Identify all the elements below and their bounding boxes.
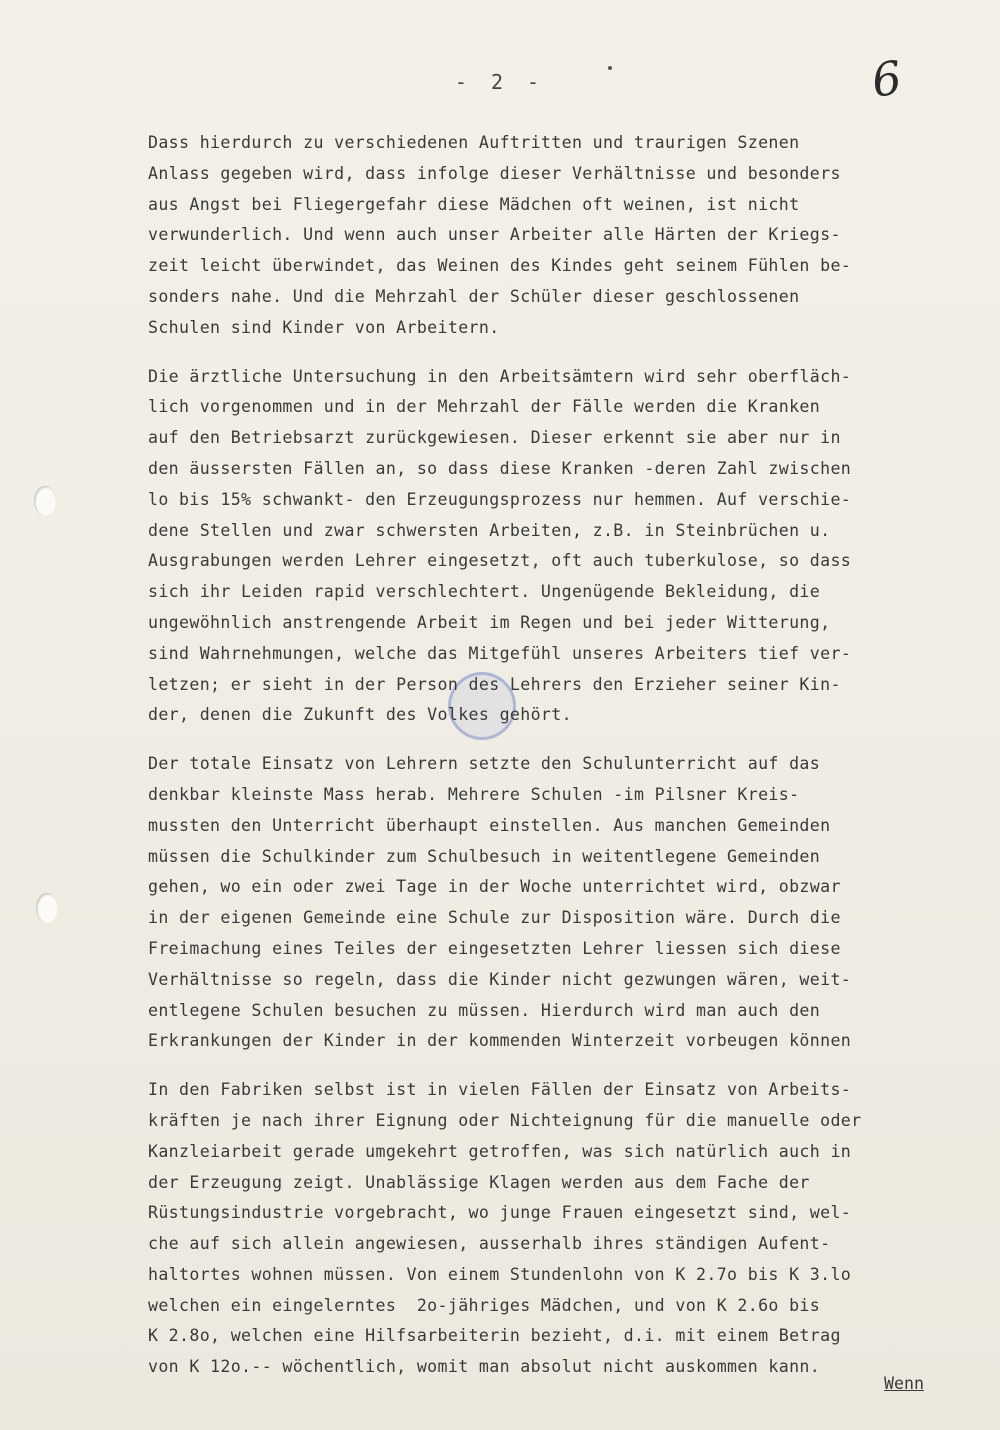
catchword: Wenn — [884, 1374, 924, 1393]
text-line: ungewöhnlich anstrengende Arbeit im Regen und bei jeder Witterung, — [148, 612, 831, 632]
text-line: den äussersten Fällen an, so dass diese Kranken -deren Zahl zwischen — [148, 458, 852, 478]
text-line: Kanzleiarbeit gerade umgekehrt getroffen, was sich natürlich auch in — [148, 1141, 852, 1161]
typed-body-text — [148, 128, 1000, 1401]
text-line: in der eigenen Gemeinde eine Schule zur Disposition wäre. Durch die — [148, 908, 841, 928]
text-line: der Erzeugung zeigt. Unablässige Klagen werden aus dem Fache der — [148, 1172, 810, 1192]
text-line: entlegene Schulen besuchen zu müssen. Hierdurch wird man auch den — [148, 1000, 821, 1020]
text-line: lo bis 15% schwankt- den Erzeugungsprozess nur hemmen. Auf verschie- — [148, 489, 852, 509]
text-line: sonders nahe. Und die Mehrzahl der Schüler dieser geschlossenen — [148, 286, 800, 306]
paragraph-2 — [148, 362, 1000, 732]
text-line: aus Angst bei Fliegergefahr diese Mädchen oft weinen, ist nicht — [148, 194, 800, 214]
paragraph-3 — [148, 749, 1000, 1057]
text-line: Der totale Einsatz von Lehrern setzte den Schulunterricht auf das — [148, 754, 821, 774]
handwritten-folio-number: 6 — [868, 50, 905, 108]
text-line: Die ärztliche Untersuchung in den Arbeitsämtern wird sehr oberfläch- — [148, 366, 852, 386]
text-line: auf den Betriebsarzt zurückgewiesen. Dieser erkennt sie aber nur in — [148, 428, 841, 448]
text-line: Verhältnisse so regeln, dass die Kinder nicht gezwungen wären, weit- — [148, 969, 852, 989]
text-line: gehen, wo ein oder zwei Tage in der Woche unterrichtet wird, obzwar — [148, 877, 841, 897]
text-line: Ausgrabungen werden Lehrer eingesetzt, oft auch tuberkulose, so dass — [148, 551, 852, 571]
text-line: müssen die Schulkinder zum Schulbesuch in weitentlegene Gemeinden — [148, 846, 821, 866]
text-line: verwunderlich. Und wenn auch unser Arbeiter alle Härten der Kriegs- — [148, 225, 841, 245]
text-line: welchen ein eingelerntes 2o-jähriges Mädchen, und von K 2.6o bis — [148, 1295, 821, 1315]
text-line: denkbar kleinste Mass herab. Mehrere Schulen -im Pilsner Kreis- — [148, 784, 800, 804]
text-line: dene Stellen und zwar schwersten Arbeiten, z.B. in Steinbrüchen u. — [148, 520, 831, 540]
text-line: von K 12o.-- wöchentlich, womit man absolut nicht auskommen kann. — [148, 1357, 821, 1377]
text-line: Anlass gegeben wird, dass infolge dieser Verhältnisse und besonders — [148, 163, 841, 183]
text-line: Rüstungsindustrie vorgebracht, wo junge Frauen eingesetzt sind, wel- — [148, 1203, 852, 1223]
paragraph-4 — [148, 1075, 1000, 1383]
text-line: kräften je nach ihrer Eignung oder Nichteignung für die manuelle oder — [148, 1110, 862, 1130]
text-line: zeit leicht überwindet, das Weinen des Kindes geht seinem Fühlen be- — [148, 256, 852, 276]
text-line: letzen; er sieht in der Person des Lehrers den Erzieher seiner Kin- — [148, 674, 841, 694]
text-line: Dass hierdurch zu verschiedenen Auftritten und traurigen Szenen — [148, 133, 800, 152]
text-line: Erkrankungen der Kinder in der kommenden Winterzeit vorbeugen können — [148, 1031, 852, 1051]
text-line: Schulen sind Kinder von Arbeitern. — [148, 317, 500, 337]
text-line: K 2.8o, welchen eine Hilfsarbeiterin bezieht, d.i. mit einem Betrag — [148, 1326, 841, 1346]
text-line: der, denen die Zukunft des Volkes gehört. — [148, 705, 572, 725]
punch-hole — [36, 893, 58, 923]
page-number: - 2 - — [454, 70, 546, 94]
text-line: haltortes wohnen müssen. Von einem Stundenlohn von K 2.7o bis K 3.lo — [148, 1264, 852, 1284]
text-line: sind Wahrnehmungen, welche das Mitgefühl unseres Arbeiters tief ver- — [148, 643, 852, 663]
text-line: lich vorgenommen und in der Mehrzahl der Fälle werden die Kranken — [148, 397, 821, 417]
text-line: che auf sich allein angewiesen, ausserhalb ihres ständigen Aufent- — [148, 1234, 831, 1254]
text-line: Freimachung eines Teiles der eingesetzten Lehrer liessen sich diese — [148, 938, 841, 958]
text-line: sich ihr Leiden rapid verschlechtert. Ungenügende Bekleidung, die — [148, 582, 821, 602]
text-line: In den Fabriken selbst ist in vielen Fällen der Einsatz von Arbeits- — [148, 1080, 852, 1100]
punch-hole — [34, 486, 56, 516]
text-line: mussten den Unterricht überhaupt einstellen. Aus manchen Gemeinden — [148, 815, 831, 835]
paragraph-1 — [148, 128, 1000, 344]
